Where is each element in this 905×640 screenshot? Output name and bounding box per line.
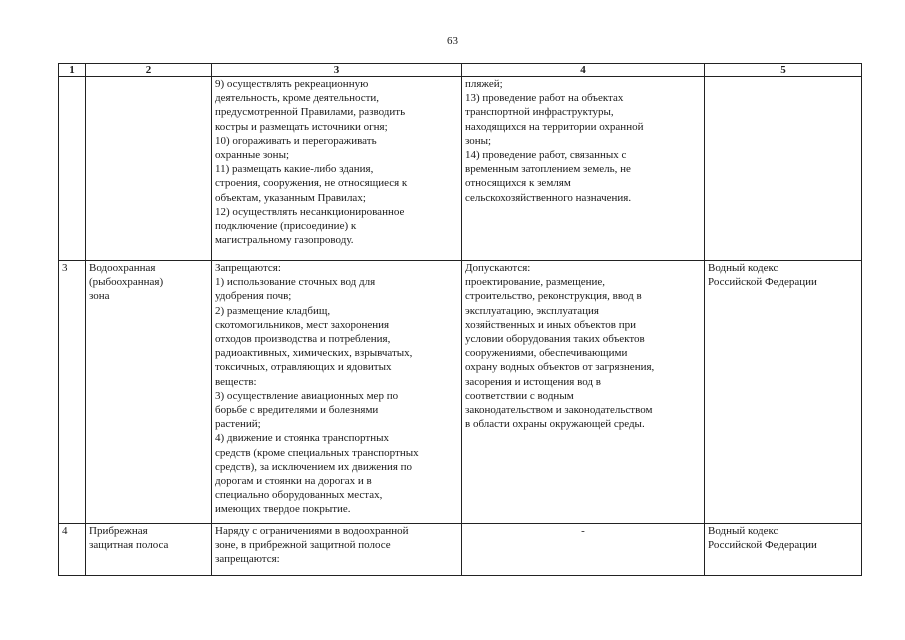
zones-table (58, 63, 862, 576)
col-header-4: 4 (462, 64, 705, 77)
zone-name (86, 77, 212, 261)
permitted-text: пляжей; 13) проведение работ на объектах транспортной инфраструктуры, находящихся на территории охранной зоны; 14) проведение работ, связанных с временным затоплением земель, не относящихся к землям сельскохозяйственного назначения. (462, 77, 705, 261)
table-row (59, 524, 862, 576)
page-number: 63 (447, 35, 458, 47)
row-number: 3 (59, 261, 86, 524)
permitted-text: - (462, 524, 705, 576)
legal-basis: Водный кодекс Российской Федерации (705, 524, 862, 576)
col-header-1: 1 (59, 64, 86, 77)
col-header-5: 5 (705, 64, 862, 77)
restrictions-text: Наряду с ограничениями в водоохранной зоне, в прибрежной защитной полосе запрещаются: (212, 524, 462, 576)
permitted-text: Допускаются: проектирование, размещение, строительство, реконструкция, ввод в эксплуатацию, эксплуатация хозяйственных и иных объектов при условии оборудования таких объектов сооружениями, обеспечивающими охрану водных объектов от загрязнения, засорения и истощения вод в соответствии с водным законодательством и законодательством в области охраны окружающей среды. (462, 261, 705, 524)
row-number (59, 77, 86, 261)
zone-name: Водоохранная (рыбоохранная) зона (86, 261, 212, 524)
legal-basis: Водный кодекс Российской Федерации (705, 261, 862, 524)
restrictions-text: 9) осуществлять рекреационную деятельность, кроме деятельности, предусмотренной Правилами, разводить костры и размещать источники огня; 10) огораживать и перегораживать охранные зоны; 11) размещать какие-либо здания, строения, сооружения, не относящиеся к объектам, указанным Правилах; 12) осуществлять несанкционированное подключение (присоединие) к магистральному газопроводу. (212, 77, 462, 261)
restrictions-text: Запрещаются: 1) использование сточных вод для удобрения почв; 2) размещение кладбищ, скотомогильников, мест захоронения отходов производства и потребления, радиоактивных, химических, взрывчатых, токсичных, отравляющих и ядовитых веществ: 3) осуществление авиационных мер по борьбе с вредителями и болезнями растений; 4) движение и стоянка транспортных средств (кроме специальных транспортных средств), за исключением их движения по дорогам и стоянки на дорогах и в специально оборудованных местах, имеющих твердое покрытие. (212, 261, 462, 524)
legal-basis (705, 77, 862, 261)
col-header-3: 3 (212, 64, 462, 77)
table-row (59, 77, 862, 261)
header-row (59, 64, 862, 77)
zone-name: Прибрежная защитная полоса (86, 524, 212, 576)
table-row (59, 261, 862, 524)
row-number: 4 (59, 524, 86, 576)
col-header-2: 2 (86, 64, 212, 77)
